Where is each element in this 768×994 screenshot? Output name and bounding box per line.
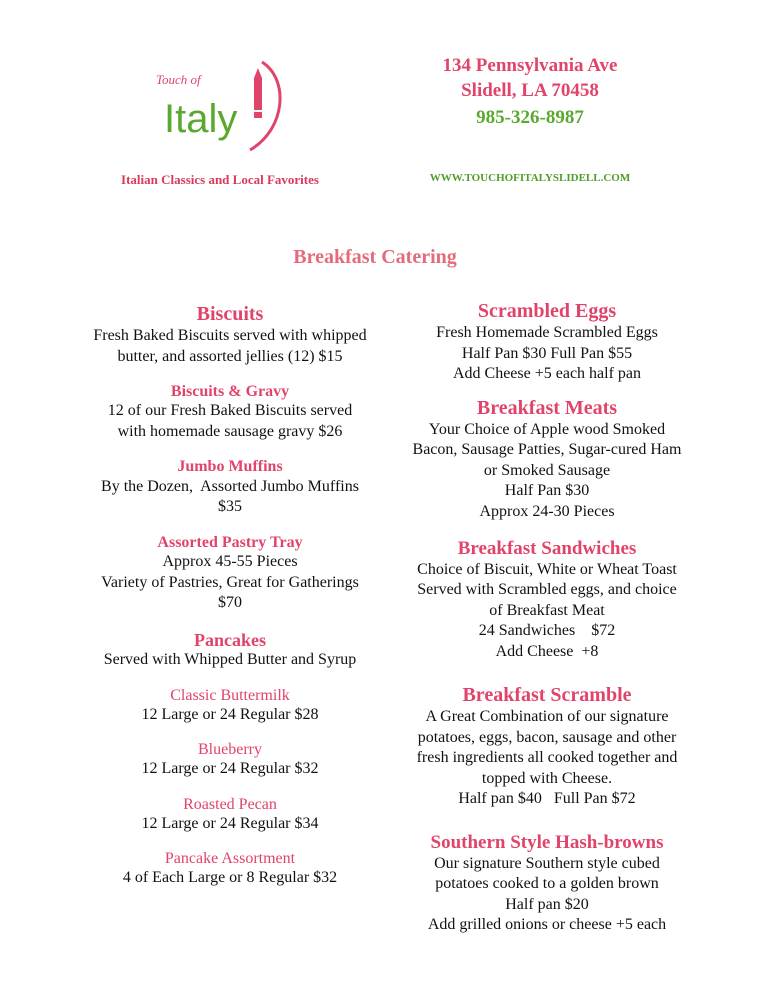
item-description: or Smoked Sausage: [483, 461, 611, 479]
item-description: potatoes, eggs, bacon, sausage and other: [417, 728, 677, 746]
page-title: Breakfast Catering: [293, 246, 457, 268]
item-price: $70: [218, 594, 242, 612]
item-description: with homemade sausage gravy $26: [117, 422, 343, 440]
pancake-name: Blueberry: [198, 741, 262, 759]
item-price: Half Pan $30 Full Pan $55: [461, 344, 633, 362]
pancake-name: Classic Buttermilk: [170, 686, 290, 704]
item-description: topped with Cheese.: [481, 769, 613, 787]
section-title-muffins: Jumbo Muffins: [177, 458, 283, 476]
section-title-scramble: Breakfast Scramble: [462, 684, 632, 707]
item-description: Choice of Biscuit, White or Wheat Toast: [417, 560, 677, 578]
item-description: Approx 45-55 Pieces: [162, 553, 298, 571]
restaurant-logo: [150, 50, 290, 160]
item-description: Your Choice of Apple wood Smoked: [428, 420, 666, 438]
menu-left-column: [60, 303, 400, 889]
item-description: Fresh Homemade Scrambled Eggs: [436, 324, 658, 341]
address-city: Slidell, LA 70458: [461, 80, 599, 101]
item-description: Our signature Southern style cubed: [434, 854, 660, 872]
section-title-meats: Breakfast Meats: [476, 396, 618, 419]
section-title-scrambled-eggs: Scrambled Eggs: [477, 300, 617, 322]
section-title-biscuits-gravy: Biscuits & Gravy: [170, 383, 290, 400]
item-description: Variety of Pastries, Great for Gatherings: [101, 573, 359, 591]
item-description: butter, and assorted jellies (12) $15: [117, 347, 343, 365]
item-description: Served with Scrambled eggs, and choice: [417, 581, 677, 599]
section-title-biscuits: Biscuits: [196, 303, 264, 325]
pancake-price: 4 of Each Large or 8 Regular $32: [122, 869, 338, 887]
logo-word: Italy: [164, 97, 238, 141]
item-addon: Add grilled onions or cheese +5 each: [427, 916, 667, 934]
address-street: 134 Pennsylvania Ave: [442, 55, 618, 76]
section-title-hashbrowns: Southern Style Hash-browns: [430, 831, 664, 853]
section-title-pancakes: Pancakes: [194, 629, 266, 650]
item-description: Served with Whipped Butter and Syrup: [103, 651, 357, 669]
website-link[interactable]: WWW.TOUCHOFITALYSLIDELL.COM: [429, 172, 631, 184]
item-price: 24 Sandwiches $72: [478, 622, 616, 640]
item-addon: Add Cheese +5 each half pan: [452, 365, 642, 382]
pancake-price: 12 Large or 24 Regular $32: [141, 760, 319, 778]
pancake-name: Roasted Pecan: [183, 795, 277, 813]
pancake-name: Pancake Assortment: [164, 850, 296, 868]
item-price: $35: [218, 498, 242, 516]
item-description: 12 of our Fresh Baked Biscuits served: [107, 402, 353, 420]
item-description: of Breakfast Meat: [489, 601, 605, 619]
section-title-sandwiches: Breakfast Sandwiches: [457, 538, 637, 559]
section-title-pastry: Assorted Pastry Tray: [157, 533, 303, 551]
tagline: Italian Classics and Local Favorites: [121, 172, 319, 187]
pancake-price: 12 Large or 24 Regular $28: [141, 705, 319, 723]
item-description: Fresh Baked Biscuits served with whipped: [93, 327, 367, 344]
logo-script: Touch of: [156, 72, 201, 87]
item-price: Half pan $40 Full Pan $72: [458, 790, 636, 808]
item-price: Half pan $20: [505, 895, 589, 913]
item-description: A Great Combination of our signature: [425, 708, 669, 726]
item-description: Bacon, Sausage Patties, Sugar-cured Ham: [412, 441, 682, 458]
pancake-price: 12 Large or 24 Regular $34: [141, 814, 319, 832]
item-description: Approx 24-30 Pieces: [479, 502, 615, 520]
phone-number: 985-326-8987: [476, 107, 584, 128]
item-description: fresh ingredients all cooked together and: [416, 749, 678, 767]
item-price: Half Pan $30: [504, 482, 590, 499]
item-description: potatoes cooked to a golden brown: [435, 875, 659, 893]
item-description: By the Dozen, Assorted Jumbo Muffins: [101, 477, 359, 495]
menu-right-column: [382, 300, 712, 936]
item-addon: Add Cheese +8: [495, 642, 599, 660]
